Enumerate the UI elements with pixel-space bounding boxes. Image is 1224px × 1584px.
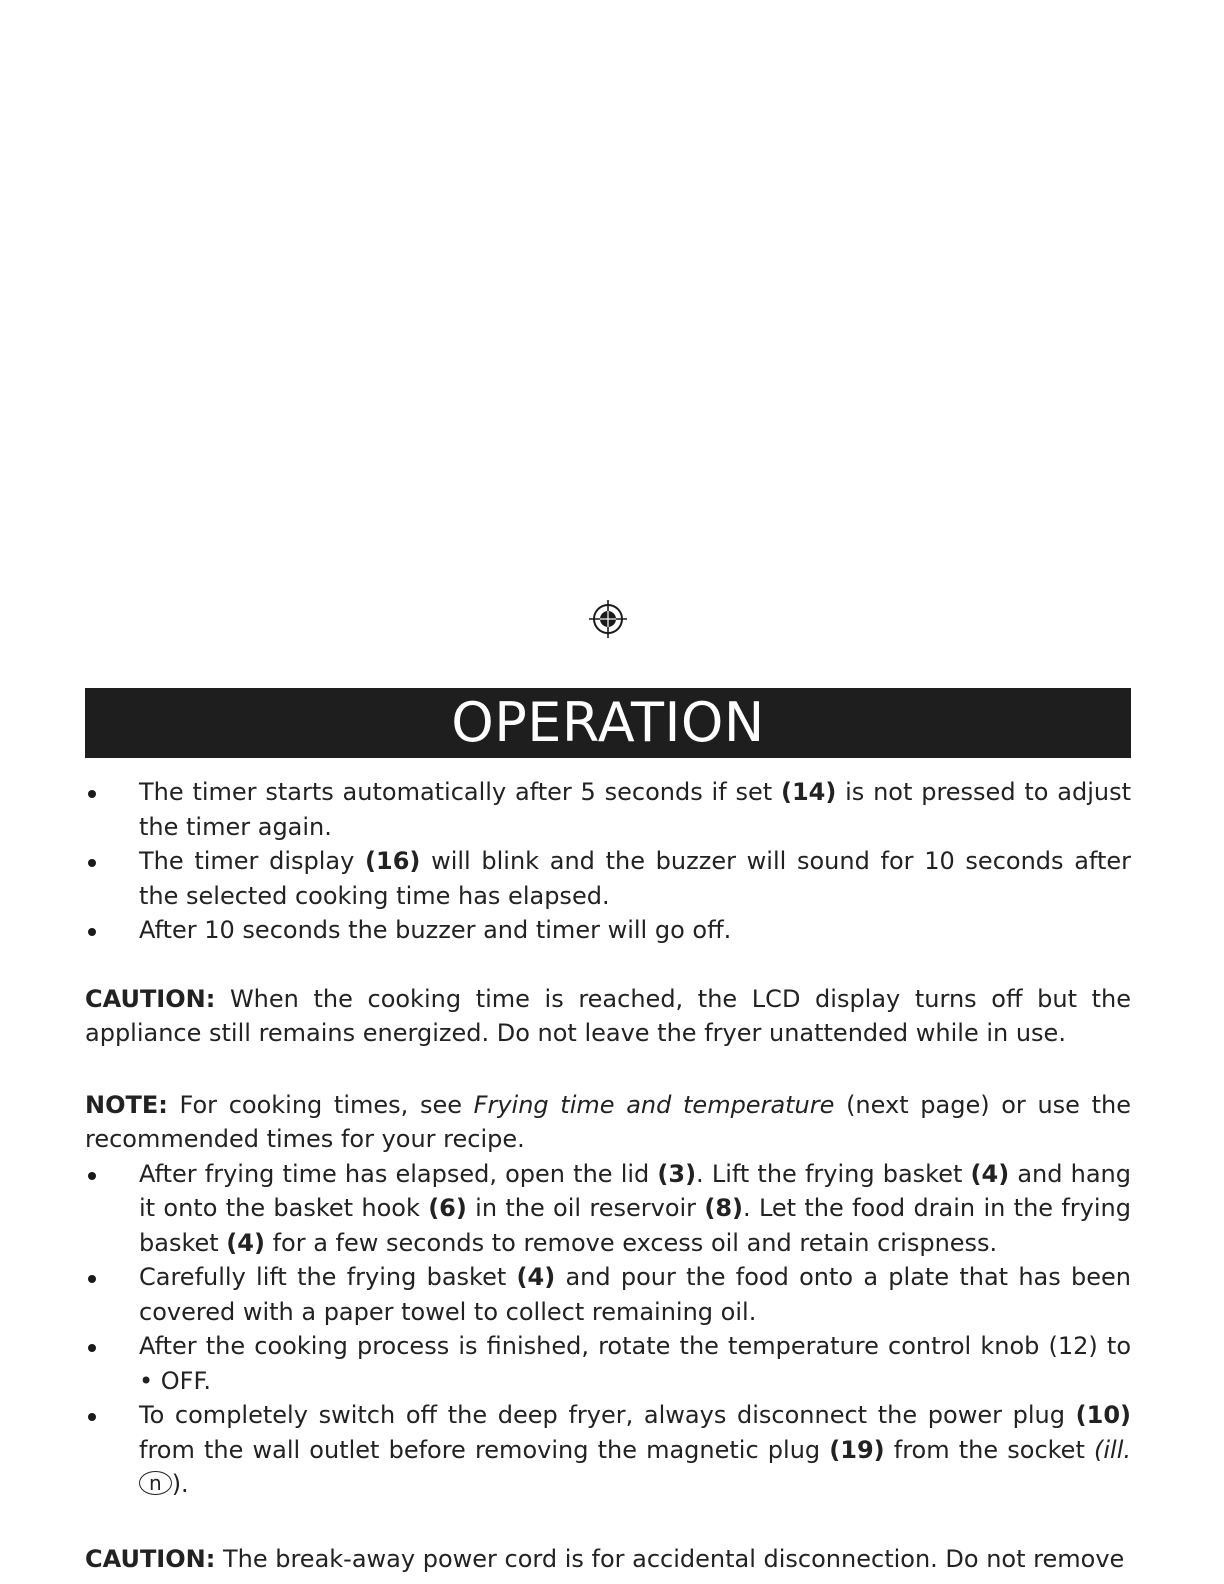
list-item: The timer display (16) will blink and the buzzer will sound for 10 seconds after the selected cooking time has elapsed. — [85, 844, 1131, 913]
list-item: Carefully lift the frying basket (4) and pour the food onto a plate that has been covered with a paper towel to collect remaining oil. — [85, 1260, 1131, 1329]
illustration-ref-badge: n — [139, 1471, 172, 1495]
operation-content — [85, 775, 1131, 1576]
caution-paragraph: CAUTION: The break-away power cord is for accidental disconnection. Do not remove — [85, 1544, 1125, 1573]
caution-paragraph: CAUTION: When the cooking time is reached, the LCD display turns off but the appliance still remains energized. Do not leave the fryer unattended while in use. — [85, 984, 1131, 1047]
section-title: OPERATION — [451, 691, 765, 754]
caution-label: CAUTION: — [85, 984, 216, 1013]
after-frying-bullet-list — [85, 1157, 1131, 1502]
list-item: To completely switch off the deep fryer, always disconnect the power plug (10) from the wall outlet before removing the magnetic plug (19) from the socket (ill. n ). — [85, 1398, 1131, 1502]
list-item: The timer starts automatically after 5 seconds if set (14) is not pressed to adjust the timer again. — [85, 775, 1131, 844]
registration-mark-icon — [589, 600, 627, 638]
note-label: NOTE: — [85, 1090, 168, 1119]
caution-label: CAUTION: — [85, 1544, 216, 1573]
list-item: After frying time has elapsed, open the lid (3). Lift the frying basket (4) and hang it onto the basket hook (6) in the oil reservoir (8). Let the food drain in the frying basket (4) for a few seconds to remove excess oil and retain crispness. — [85, 1157, 1131, 1261]
note-paragraph: NOTE: For cooking times, see Frying time and temperature (next page) or use the recommended times for your recipe. — [85, 1090, 1131, 1153]
timer-bullet-list — [85, 775, 1131, 948]
section-banner — [85, 688, 1131, 758]
list-item: After the cooking process is finished, rotate the temperature control knob (12) to • OFF. — [85, 1329, 1131, 1398]
list-item: After 10 seconds the buzzer and timer will go off. — [85, 913, 1131, 948]
